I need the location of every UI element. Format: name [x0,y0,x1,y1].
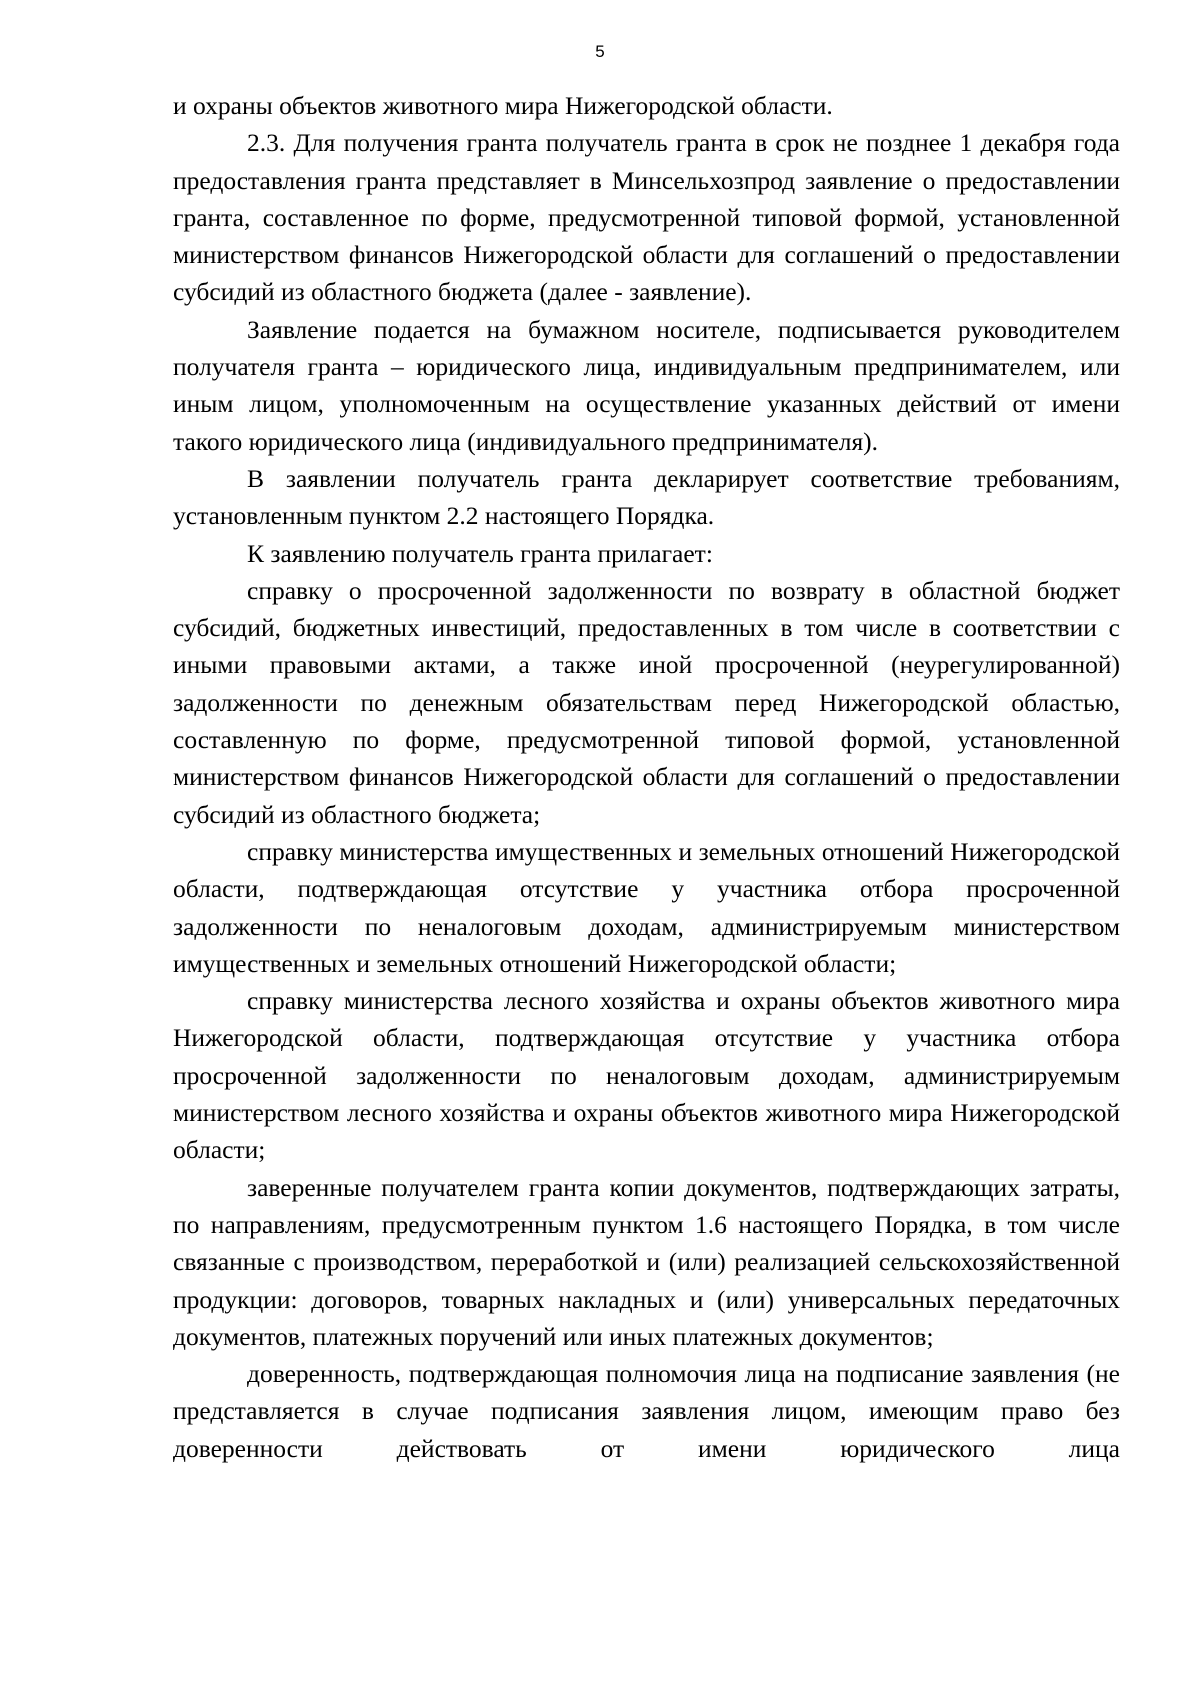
document-body [173,87,1120,1467]
paragraph-continuation: и охраны объектов животного мира Нижегородской области. [173,91,833,120]
list-item-debt-certificate: справку о просроченной задолженности по возврату в областной бюджет субсидий, бюджетных инвестиций, предоставленных в том числе в соответствии с иными правовыми актами, а также иной просроченной (неурегулированной) задолженности по денежным обязательствам перед Нижегородской областью, составленную по форме, предусмотренной типовой формой, установленной министерством финансов Нижегородской области для соглашений о предоставлении субсидий из областного бюджета; [173,575,1120,829]
list-item-cost-documents: заверенные получателем гранта копии документов, подтверждающих затраты, по направлениям, предусмотренным пунктом 1.6 настоящего Порядка, в том числе связанные с производством, переработкой и (или) реализацией сельскохозяйственной продукции: договоров, товарных накладных и (или) универсальных передаточных документов, платежных поручений или иных платежных документов; [173,1172,1120,1351]
paragraph-attachments-intro: К заявлению получатель гранта прилагает: [247,538,713,568]
paragraph-requirements-declaration: В заявлении получатель гранта декларирует соответствие требованиям, установленным пунктом 2.2 настоящего Порядка. [173,463,1120,531]
page-number: 5 [595,42,605,61]
list-item-power-of-attorney: доверенность, подтверждающая полномочия лица на подписание заявления (не представляется в случае подписания заявления лицом, имеющим право без доверенности действовать от имени юридического лица [173,1359,1120,1463]
list-item-forestry-ministry-certificate: справку министерства лесного хозяйства и охраны объектов животного мира Нижегородской области, подтверждающая отсутствие у участника отбора просроченной задолженности по неналоговым доходам, администрируемым министерством лесного хозяйства и охраны объектов животного мира Нижегородской области; [173,986,1120,1165]
paragraph-section-2-3: 2.3. Для получения гранта получатель гранта в срок не позднее 1 декабря года предоставления гранта представляет в Минсельхозпрод заявление о предоставлении гранта, составленное по форме, предусмотренной типовой формой, установленной министерством финансов Нижегородской области для соглашений о предоставлении субсидий из областного бюджета (далее - заявление). [173,128,1120,307]
paragraph-application-submission: Заявление подается на бумажном носителе, подписывается руководителем получателя гранта – юридического лица, индивидуальным предпринимателем, или иным лицом, уполномоченным на осуществление указанных действий от имени такого юридического лица (индивидуального предпринимателя). [173,314,1120,456]
list-item-property-ministry-certificate: справку министерства имущественных и земельных отношений Нижегородской области, подтверждающая отсутствие у участника отбора просроченной задолженности по неналоговым доходам, администрируемым министерством имущественных и земельных отношений Нижегородской области; [173,836,1120,978]
